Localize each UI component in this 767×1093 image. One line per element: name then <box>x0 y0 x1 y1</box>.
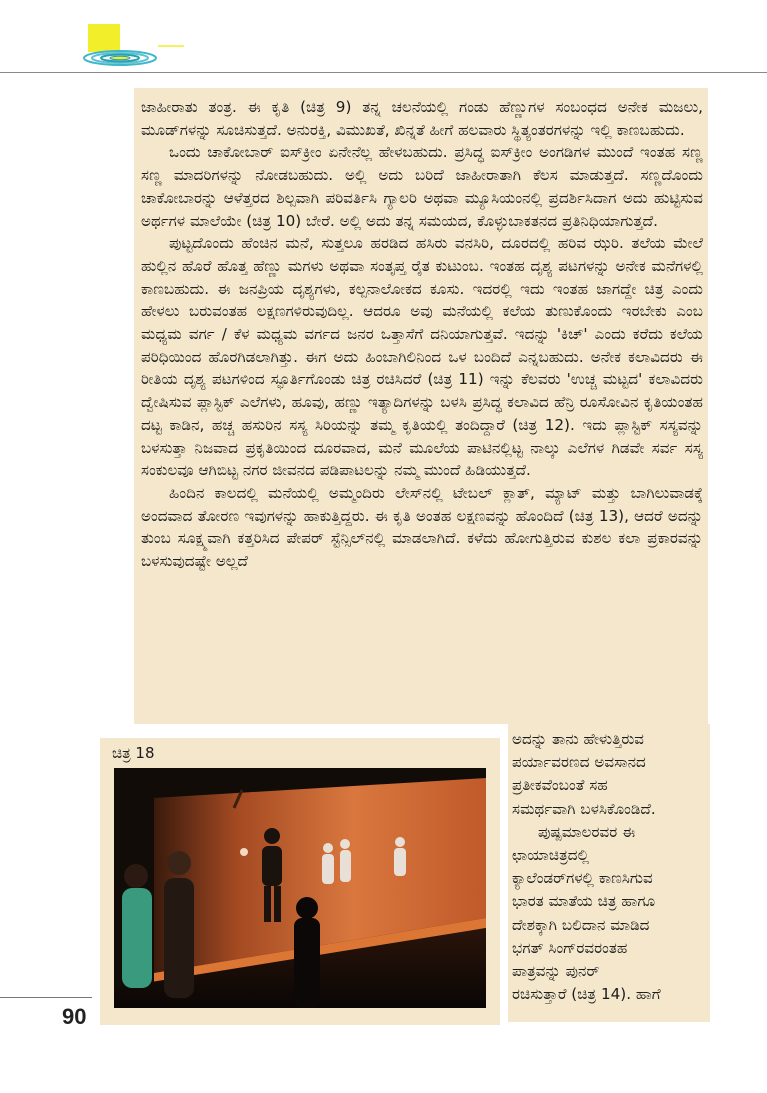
text-line: ರಚಿಸುತ್ತಾರೆ (ಚಿತ್ರ 14). ಹಾಗೆ <box>512 985 661 1004</box>
figure-label: ಚಿತ್ರ 18 <box>112 744 155 762</box>
text-line: ಪ್ರತೀಕವೆಂಬಂತೆ ಸಹ <box>512 776 608 795</box>
article-body <box>141 96 703 573</box>
paragraph: ಹಿಂದಿನ ಕಾಲದಲ್ಲಿ ಮನೆಯಲ್ಲಿ ಅಮ್ಮಂದಿರು ಲೇಸ್‌ನಲ್ಲಿ ಟೇಬಲ್ ಕ್ಲಾತ್, ಮ್ಯಾಟ್ ಮತ್ತು ಬಾಗಿಲುವಾಡಕ್ಕೆ ಅಂದವಾದ ತೋರಣ ಇವುಗಳನ್ನು ಹಾಕುತ್ತಿದ್ದರು. ಈ ಕೃತಿ ಅಂತಹ ಲಕ್ಷಣವನ್ನು ಹೊಂದಿದೆ (ಚಿತ್ರ 13), ಆದರೆ ಅದನ್ನು ತುಂಬ ಸೂಕ್ಷ್ಮವಾಗಿ ಕತ್ತರಿಸಿದ ಪೇಪರ್ ಸ್ಟೆನ್ಸಿಲ್‌ನಲ್ಲಿ ಮಾಡಲಾಗಿದೆ. ಕಳೆದು ಹೋಗುತ್ತಿರುವ ಕುಶಲ ಕಲಾ ಪ್ರಕಾರವನ್ನು ಬಳಸುವುದಷ್ಟೇ ಅಲ್ಲದೆ <box>141 483 703 571</box>
text-line: ಸಮರ್ಥವಾಗಿ ಬಳಸಿಕೊಂಡಿದೆ. <box>512 799 656 818</box>
paragraph: ಒಂದು ಚಾಕೋಬಾರ್ ಐಸ್‌ಕ್ರೀಂ ಏನೇನೆಲ್ಲ ಹೇಳಬಹುದು. ಪ್ರಸಿದ್ಧ ಐಸ್‌ಕ್ರೀಂ ಅಂಗಡಿಗಳ ಮುಂದೆ ಇಂತಹ ಸಣ್ಣ ಸಣ್ಣ ಮಾದರಿಗಳನ್ನು ನೋಡಬಹುದು. ಅಲ್ಲಿ ಅದು ಬರಿದೆ ಜಾಹೀರಾತಾಗಿ ಕೆಲಸ ಮಾಡುತ್ತದೆ. ಸಣ್ಣದೊಂದು ಚಾಕೋಬಾರನ್ನು ಆಳೆತ್ತರದ ಶಿಲ್ಪವಾಗಿ ಪರಿವರ್ತಿಸಿ ಗ್ಯಾಲರಿ ಅಥವಾ ಮ್ಯೂಸಿಯಂನಲ್ಲಿ ಪ್ರದರ್ಶಿಸಿದಾಗ ಅದು ಹುಟ್ಟಿಸುವ ಅರ್ಥಗಳ ಮಾಲೆಯೇ (ಚಿತ್ರ 10) ಬೇರೆ. ಅಲ್ಲಿ ಅದು ತನ್ನ ಸಮಯದ, ಕೊಳ್ಳುಬಾಕತನದ ಪ್ರತಿನಿಧಿಯಾಗುತ್ತದೆ. <box>141 143 703 230</box>
text-line: ಭಗತ್ ಸಿಂಗ್‌ರವರಂತಹ <box>512 938 628 957</box>
header-rule <box>0 72 767 73</box>
text-line: ದೇಶಕ್ಕಾಗಿ ಬಲಿದಾನ ಮಾಡಿದ <box>512 915 650 934</box>
paragraph: ಜಾಹೀರಾತು ತಂತ್ರ. ಈ ಕೃತಿ (ಚಿತ್ರ 9) ತನ್ನ ಚಲನೆಯಲ್ಲಿ ಗಂಡು ಹೆಣ್ಣುಗಳ ಸಂಬಂಧದ ಅನೇಕ ಮಜಲು, ಮೂಡ್‌ಗಳನ್ನು ಸೂಚಿಸುತ್ತದೆ. ಅನುರಕ್ತಿ, ವಿಮುಖತೆ, ಖಿನ್ನತೆ ಹೀಗೆ ಹಲವಾರು ಸ್ಥಿತ್ಯಂತರಗಳನ್ನು ಇಲ್ಲಿ ಕಾಣಬಹುದು. <box>141 98 703 139</box>
paragraph: ಪುಟ್ಟದೊಂದು ಹೆಂಚಿನ ಮನೆ, ಸುತ್ತಲೂ ಹರಡಿದ ಹಸಿರು ವನಸಿರಿ, ದೂರದಲ್ಲಿ ಹರಿವ ಝರಿ. ತಲೆಯ ಮೇಲೆ ಹುಲ್ಲಿನ ಹೊರೆ ಹೊತ್ತ ಹೆಣ್ಣು ಮಗಳು ಅಥವಾ ಸಂತೃಪ್ತ ರೈತ ಕುಟುಂಬ. ಇಂತಹ ದೃಶ್ಯ ಪಟಗಳನ್ನು ಅನೇಕ ಮನೆಗಳಲ್ಲಿ ಕಾಣಬಹುದು. ಈ ಜನಪ್ರಿಯ ದೃಶ್ಯಗಳು, ಕಲ್ಪನಾಲೋಕದ ಕೂಸು. ಇದರಲ್ಲಿ ಇದು ಇಂತಹ ಜಾಗದ್ದೇ ಚಿತ್ರ ಎಂದು ಹೇಳಲು ಬರುವಂತಹ ಲಕ್ಷಣಗಳಿರುವುದಿಲ್ಲ. ಆದರೂ ಅವು ಮನೆಯಲ್ಲಿ ಕಲೆಯ ತುಣುಕೊಂದು ಇರಬೇಕು ಎಂಬ ಮಧ್ಯಮ ವರ್ಗ / ಕೆಳ ಮಧ್ಯಮ ವರ್ಗದ ಜನರ ಒತ್ತಾಸೆಗೆ ದನಿಯಾಗುತ್ತವೆ. ಇದನ್ನು 'ಕಿಚ್' ಎಂದು ಕರೆದು ಕಲೆಯ ಪರಿಧಿಯಿಂದ ಹೊರಗಿಡಲಾಗಿತ್ತು. ಈಗ ಅದು ಹಿಂಬಾಗಿಲಿನಿಂದ ಒಳ ಬಂದಿದೆ ಎನ್ನಬಹುದು. ಅನೇಕ ಕಲಾವಿದರು ಈ ರೀತಿಯ ದೃಶ್ಯ ಪಟಗಳಿಂದ ಸ್ಫೂರ್ತಿಗೊಂಡು ಚಿತ್ರ ರಚಿಸಿದರೆ (ಚಿತ್ರ 11) ಇನ್ನು ಕೆಲವರು 'ಉಚ್ಚ ಮಟ್ಟದ' ಕಲಾವಿದರು ದ್ವೇಷಿಸುವ ಪ್ಲಾಸ್ಟಿಕ್ ಎಲೆಗಳು, ಹೂವು, ಹಣ್ಣು ಇತ್ಯಾದಿಗಳನ್ನು ಬಳಸಿ ಪ್ರಸಿದ್ಧ ಕಲಾವಿದ ಹೆನ್ರಿ ರೂಸೋವಿನ ಕೃತಿಯಂತಹ ದಟ್ಟ ಕಾಡಿನ, ಹಚ್ಚ ಹಸುರಿನ ಸಸ್ಯ ಸಿರಿಯನ್ನು ತಮ್ಮ ಕೃತಿಯಲ್ಲಿ ತಂದಿದ್ದಾರೆ (ಚಿತ್ರ 12). ಇದು ಪ್ಲಾಸ್ಟಿಕ್ ಸಸ್ಯವನ್ನು ಬಳಸುತ್ತಾ ನಿಜವಾದ ಪ್ರಕೃತಿಯಿಂದ ದೂರವಾದ, ಮನೆ ಮೂಲೆಯ ಪಾಟಿನಲ್ಲಿಟ್ಟ ನಾಲ್ಕು ಎಲೆಗಳ ಗಿಡವೇ ಸರ್ವ ಸಸ್ಯ ಸಂಕುಲವೂ ಆಗಿಬಿಟ್ಟ ನಗರ ಜೀವನದ ಪಡಿಪಾಟಲನ್ನು ನಮ್ಮ ಮುಂದೆ ಹಿಡಿಯುತ್ತದೆ. <box>141 234 703 480</box>
page-number: 90 <box>62 1004 87 1029</box>
side-column-text <box>512 728 708 1006</box>
logo-ripple-icon <box>74 24 194 70</box>
text-line: ಕ್ಯಾಲೆಂಡರ್‌ಗಳಲ್ಲಿ ಕಾಣಸಿಗುವ <box>512 869 653 888</box>
text-line: ಪುಷ್ಪಮಾಲರವರ ಈ <box>538 822 636 841</box>
text-line: ಪರ್ಯಾವರಣದ ಅವಸಾನದ <box>512 753 646 772</box>
text-line: ಛಾಯಾಚಿತ್ರದಲ್ಲಿ <box>512 846 590 865</box>
exhibition-photo <box>114 768 486 1008</box>
footer-rule <box>0 997 92 998</box>
text-line: ಪಾತ್ರವನ್ನು ಪುನರ್ <box>512 962 600 981</box>
header-logo <box>74 24 194 70</box>
text-line: ಭಾರತ ಮಾತೆಯ ಚಿತ್ರ ಹಾಗೂ <box>512 892 656 911</box>
text-line: ಅದನ್ನು ತಾನು ಹೇಳುತ್ತಿರುವ <box>512 730 645 748</box>
